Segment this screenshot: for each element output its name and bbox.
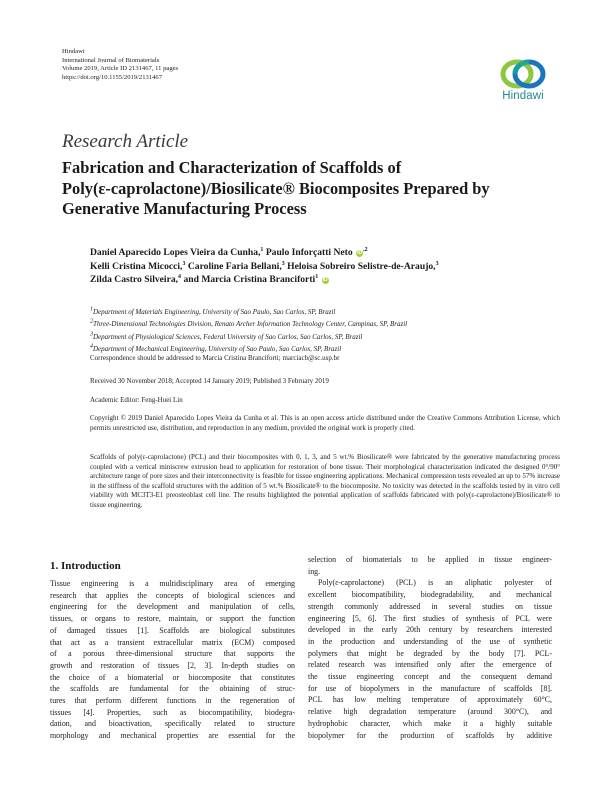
body-line: dation, and bioactivation, specifically related to structure	[50, 719, 295, 729]
author-name: Kelli Cristina Micocci,	[90, 260, 183, 272]
volume-info: Volume 2019, Article ID 2131467, 11 pages	[62, 65, 179, 73]
body-line: of damaged tissues [1]. Scaffolds are biological substitutes	[50, 625, 295, 635]
body-line: strength commonly addressed in several studies on tissue	[308, 601, 552, 611]
author-affiliation-mark: 3	[182, 260, 186, 267]
author-affiliation-mark: 1	[260, 246, 264, 253]
abstract: Scaffolds of poly(ε-caprolactone) (PCL) and their biocomposites with 0, 1, 3, and 5 wt.% Biosilicate® were fabricated by the generative manufacturing process coupled with a vertical miniscrew extrusion head to application for restoration of bone tissue. Their morphological characterization indicated the designed 0°/90° architecture range of pore sizes and their interconnectivity is feasible for tissue engineering applications. Mechanical compression tests revealed an up to 57% increase in the stiffness of the scaffold structures with the addition of 5 wt.% Biosilicate® to the biocomposite. No toxicity was detected in the scaffolds tested by in vitro cell viability with MC3T3-E1 preosteoblast cell line. The results highlighted the potential application of scaffolds fabricated with poly(ε-caprolactone)/Biosilicate® to tissue engineering.	[90, 453, 560, 509]
body-line: tissues, or organs to restore, maintain, or support the function	[50, 614, 295, 624]
author-name: and Marcia Cristina Branciforti	[183, 274, 316, 286]
body-line: morphology and mechanical properties are essential for the	[50, 731, 295, 741]
body-line: hydrophobic character, which make it a highly suitable	[308, 718, 552, 728]
author-list	[90, 246, 570, 287]
orcid-icon[interactable]: iD	[322, 277, 328, 284]
title-line: Generative Manufacturing Process	[62, 199, 307, 218]
body-line: Tissue engineering is a multidisciplinary area of emerging	[50, 579, 295, 588]
section-heading-introduction: 1. Introduction	[50, 560, 121, 572]
body-line: Poly(ε-caprolactone) (PCL) is an aliphatic polyester of	[318, 578, 552, 588]
affiliation-list	[90, 306, 570, 355]
author-affiliation-mark: ,2	[363, 246, 368, 253]
doi-link[interactable]: https://doi.org/10.1155/2019/2131467	[62, 73, 163, 81]
body-line: engineering [5, 6]. The first studies of synthesis of PCL were	[308, 613, 552, 623]
orcid-icon[interactable]: iD	[357, 250, 363, 256]
affiliation-text: Department of Mechanical Engineering, University of Sao Paulo, Sao Carlos, SP, Brazil	[93, 344, 342, 353]
author-name: Paulo Inforçatti Neto	[265, 247, 353, 258]
body-line: research that applies the concepts of biological sciences and	[50, 590, 295, 600]
author-name: Zilda Castro Silveira,	[90, 274, 179, 286]
logo-text: Hindawi	[502, 90, 544, 102]
affiliation	[90, 318, 570, 330]
body-line: biopolymer for the production of scaffolds by additive	[308, 730, 552, 740]
paper-title	[62, 158, 562, 220]
affiliation	[90, 331, 570, 343]
affiliation-text: Three-Dimensional Technologies Division, Renato Archer Information Technology Center, Campinas, SP, Brazil	[93, 320, 408, 329]
affiliation-text: Department of Physiological Sciences, Federal University of Sao Carlos, Sao Carlos, SP, Brazil	[93, 332, 363, 341]
academic-editor: Academic Editor: Feng-Huei Lin	[90, 396, 183, 404]
body-column-left	[50, 578, 295, 742]
copyright-notice: Copyright © 2019 Daniel Aparecido Lopes Vieira da Cunha et al. This is an open access article distributed under the Creative Commons Attribution License, which permits unrestricted use, distribution, and reproduction in any medium, provided the original work is properly cited.	[90, 414, 560, 432]
article-type: Research Article	[62, 131, 189, 152]
author-affiliation-mark: 3	[435, 260, 439, 267]
body-line: developed in the early 20th century by researchers interested	[308, 625, 552, 635]
author-affiliation-mark: 3	[281, 260, 285, 267]
affiliation-text: Department of Materials Engineering, University of Sao Paulo, Sao Carlos, SP, Brazil	[93, 308, 336, 316]
body-line: selection of biomaterials to be applied in tissue engineer-	[308, 555, 552, 564]
body-line: engineering for the development and manipulation of cells,	[50, 602, 295, 612]
body-line: relative high degradation temperature (around 300°C), and	[308, 707, 552, 717]
journal-header	[62, 48, 178, 82]
author-name: Caroline Faria Bellani,	[187, 260, 282, 272]
body-line: tissues [4]. Properties, such as biocompatibility, biodegra-	[50, 707, 295, 717]
title-line: Poly(ε-caprolactone)/Biosilicate® Biocomposites Prepared by	[62, 178, 490, 198]
publisher-name: Hindawi	[62, 48, 85, 55]
author-name: Daniel Aparecido Lopes Vieira da Cunha,	[90, 247, 261, 258]
body-line: related research was intensified only after the emergence of	[308, 660, 552, 670]
body-line: the choice of a biomaterial or biocomposite that constitutes	[50, 672, 295, 682]
body-line: of a porous three-dimensional structure that supports the	[50, 649, 295, 659]
body-line: for use of biopolymers in the manufacture of scaffolds [8].	[308, 683, 552, 693]
body-column-right	[308, 554, 552, 741]
body-line: polymers that might be degraded by the body [7]. PCL-	[308, 648, 552, 658]
body-line: the scaffolds are fundamental for the obtaining of struc-	[50, 684, 295, 694]
body-line: excellent biocompatibility, biodegradability, and mechanical	[308, 590, 552, 600]
body-line: growth and restoration of tissues [2, 3]. In-depth studies on	[50, 660, 295, 670]
author-affiliation-mark: 1	[315, 274, 319, 280]
author-affiliation-mark: 4	[178, 274, 182, 280]
publication-dates: Received 30 November 2018; Accepted 14 January 2019; Published 3 February 2019	[90, 377, 329, 385]
affiliation-number: 2	[90, 318, 93, 325]
author-name: Heloisa Sobreiro Selistre-de-Araujo,	[287, 260, 436, 272]
body-line: ing.	[308, 566, 321, 576]
affiliation-number: 1	[90, 306, 93, 313]
title-line: Fabrication and Characterization of Scaffolds of	[62, 158, 402, 177]
journal-name: International Journal of Biomaterials	[62, 56, 160, 64]
body-line: tures that perform different functions in the regeneration of	[50, 696, 295, 706]
body-line: the tissue engineering concept and the consequent demand	[308, 672, 552, 682]
body-line: in the production and understanding of the use of synthetic	[308, 636, 552, 646]
body-line: PCL has low melting temperature of approximately 60°C,	[308, 695, 552, 705]
affiliation-number: 4	[90, 343, 93, 350]
correspondence: Correspondence should be addressed to Marcia Cristina Branciforti; marciacb@sc.usp.br	[90, 354, 340, 362]
affiliation	[90, 306, 570, 318]
affiliation-number: 3	[90, 331, 93, 338]
body-line: that act as a transient extracellular matrix (ECM) composed	[50, 637, 295, 647]
